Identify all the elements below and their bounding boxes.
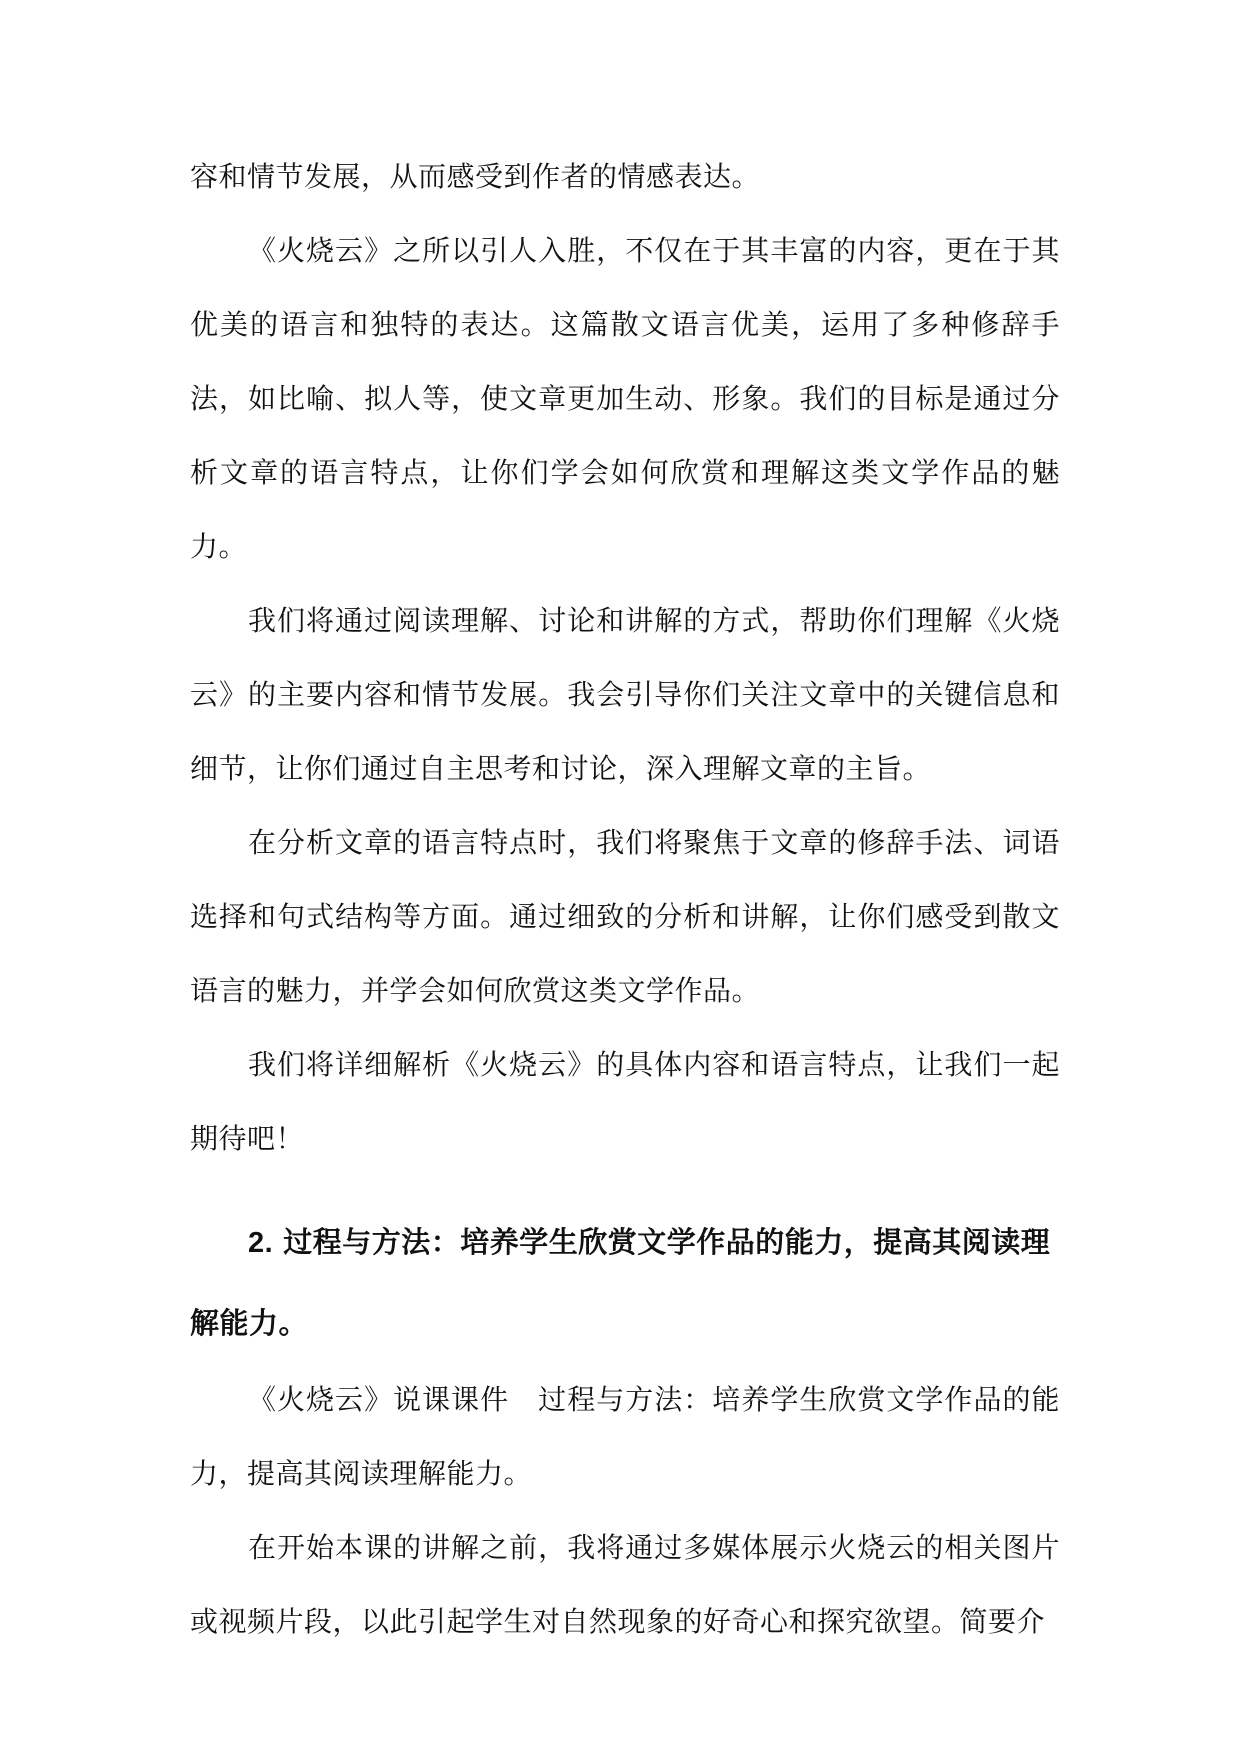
paragraph: 《火烧云》之所以引人入胜，不仅在于其丰富的内容，更在于其优美的语言和独特的表达。这篇散文语言优美，运用了多种修辞手法，如比喻、拟人等，使文章更加生动、形象。我们的目标是通过分析文章的语言特点，让你们学会如何欣赏和理解这类文学作品的魅力。 — [190, 234, 1060, 563]
paragraph: 在分析文章的语言特点时，我们将聚焦于文章的修辞手法、词语选择和句式结构等方面。通过细致的分析和讲解，让你们感受到散文语言的魅力，并学会如何欣赏这类文学作品。 — [190, 826, 1060, 1007]
section-number: 2. — [248, 1227, 274, 1259]
paragraph: 我们将详细解析《火烧云》的具体内容和语言特点，让我们一起期待吧！ — [190, 1048, 1060, 1155]
paragraph: 《火烧云》说课课件 过程与方法：培养学生欣赏文学作品的能力，提高其阅读理解能力。 — [190, 1383, 1060, 1490]
paragraph: 容和情节发展，从而感受到作者的情感表达。 — [190, 160, 761, 193]
document-body — [190, 140, 1060, 1659]
paragraph: 我们将通过阅读理解、讨论和讲解的方式，帮助你们理解《火烧云》的主要内容和情节发展。我会引导你们关注文章中的关键信息和细节，让你们通过自主思考和讨论，深入理解文章的主旨。 — [190, 604, 1060, 785]
section-heading-text: 过程与方法：培养学生欣赏文学作品的能力，提高其阅读理解能力。 — [190, 1225, 1051, 1340]
paragraph: 在开始本课的讲解之前，我将通过多媒体展示火烧云的相关图片或视频片段，以此引起学生对自然现象的好奇心和探究欲望。简要介 — [190, 1531, 1060, 1638]
section-heading — [190, 1202, 1060, 1363]
